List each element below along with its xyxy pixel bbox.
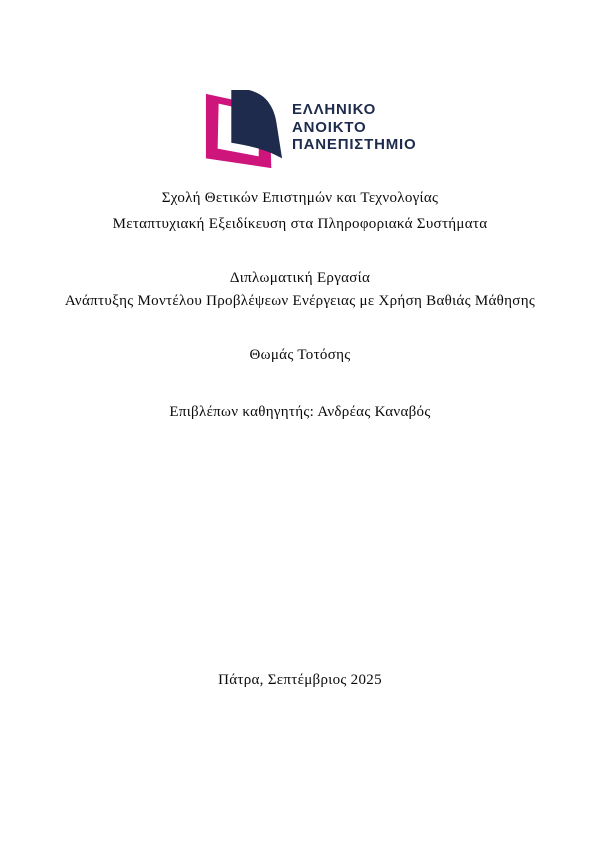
wordmark-line-3: ΠΑΝΕΠΙΣΤΗΜΙΟ: [292, 136, 417, 153]
wordmark-line-2: ΑΝΟΙΚΤΟ: [292, 118, 367, 136]
thesis-type-label: Διπλωματική Εργασία: [229, 270, 371, 286]
thesis-title: Ανάπτυξης Μοντέλου Προβλέψεων Ενέργειας με Χρήση Βαθιάς Μάθησης: [64, 293, 536, 309]
author-name: Θωμάς Τοτόσης: [249, 347, 351, 363]
university-wordmark: [292, 101, 416, 154]
supervisor-line: Επιβλέπων καθηγητής: Ανδρέας Καναβός: [169, 404, 431, 420]
school-name: Σχολή Θετικών Επιστημών και Τεχνολογίας: [161, 190, 439, 206]
open-book-logo-icon: [203, 90, 285, 172]
wordmark-line-1: ΕΛΛΗΝΙΚΟ: [292, 101, 377, 118]
program-name: Μεταπτυχιακή Εξειδίκευση στα Πληροφοριακά Συστήματα: [112, 216, 488, 232]
place-date: Πάτρα, Σεπτέμβριος 2025: [218, 672, 382, 688]
university-logo: [203, 90, 416, 172]
